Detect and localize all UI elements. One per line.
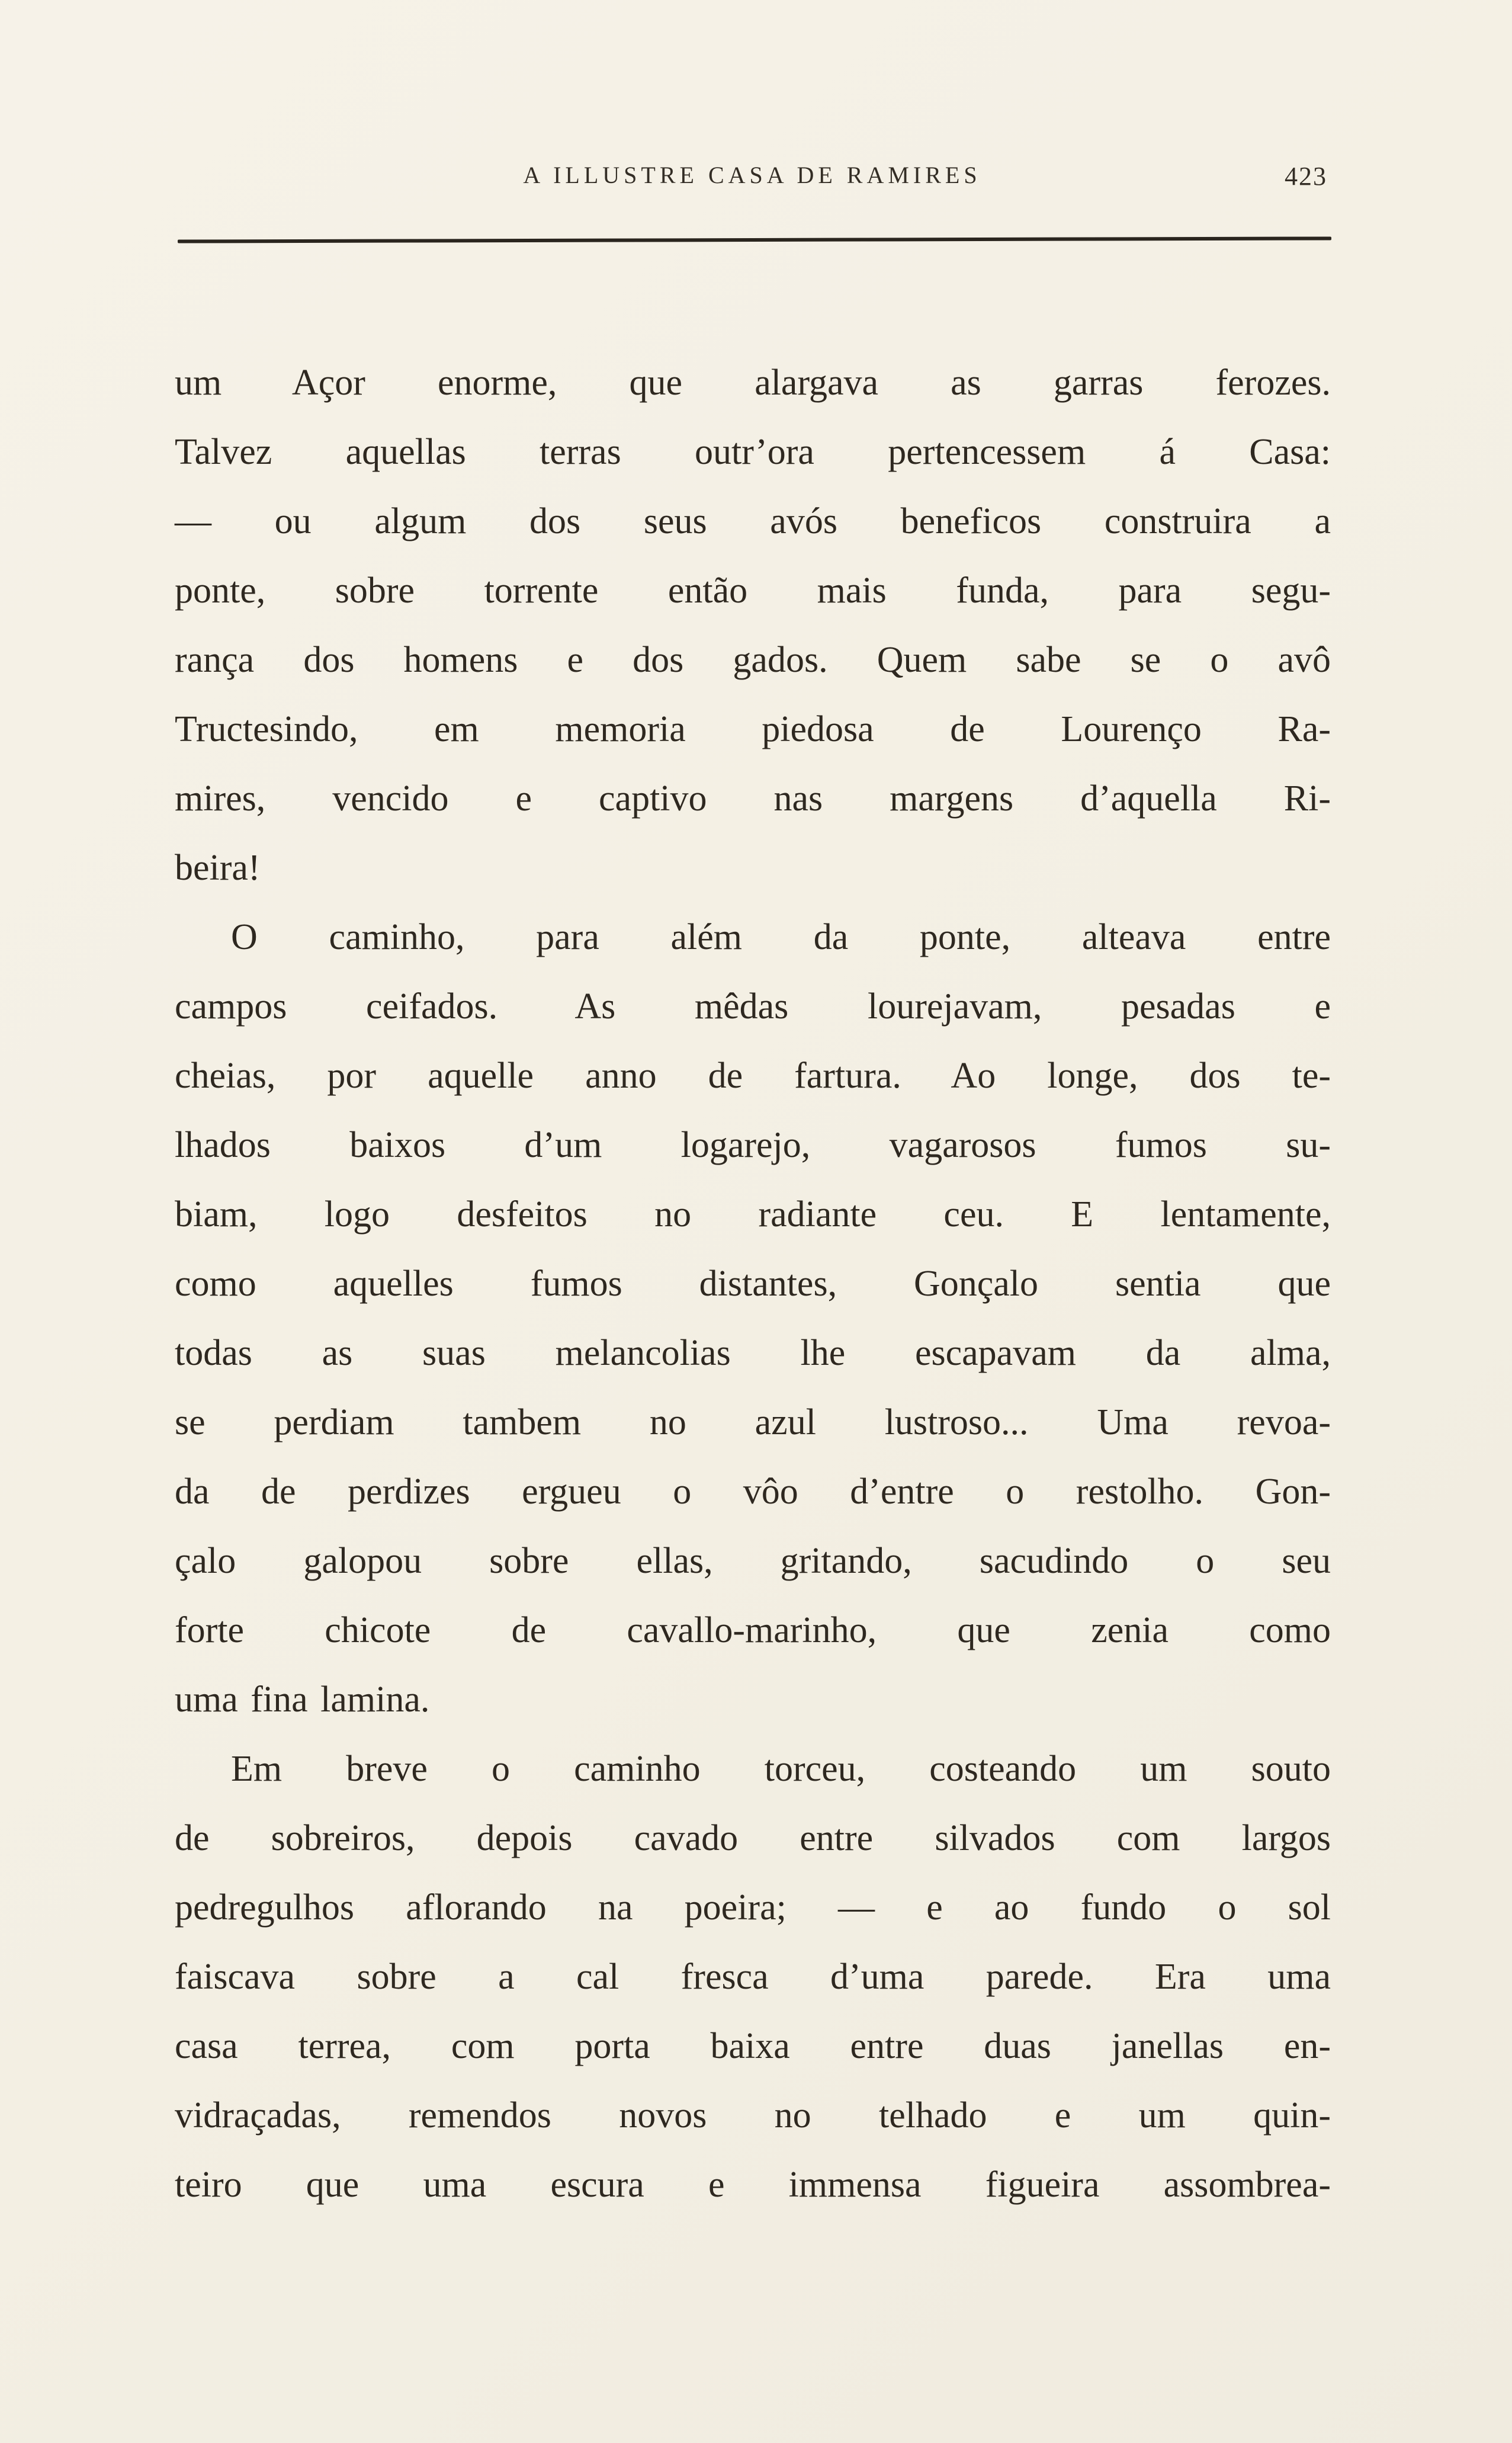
text-line: Talvez aquellas terras outr’ora pertencessem á Casa: xyxy=(175,432,1331,472)
text-line: um Açor enorme, que alargava as garras ferozes. xyxy=(175,363,1331,403)
paragraph xyxy=(175,348,1331,903)
text-line: faiscava sobre a cal fresca d’uma parede. Era uma xyxy=(175,1957,1331,1997)
text-line: mires, vencido e captivo nas margens d’aquella Ri- xyxy=(175,778,1331,819)
text-line: — ou algum dos seus avós beneficos construira a xyxy=(175,501,1331,541)
text-line: da de perdizes ergueu o vôo d’entre o restolho. Gon- xyxy=(175,1471,1331,1512)
text-line: de sobreiros, depois cavado entre silvados com largos xyxy=(175,1818,1331,1858)
text-line: campos ceifados. As mêdas lourejavam, pesadas e xyxy=(175,986,1331,1027)
running-header xyxy=(175,161,1330,203)
text-line: ponte, sobre torrente então mais funda, para segu- xyxy=(175,570,1331,611)
text-block xyxy=(175,348,1331,2220)
text-line: como aquelles fumos distantes, Gonçalo sentia que xyxy=(175,1264,1331,1304)
text-line: lhados baixos d’um logarejo, vagarosos fumos su- xyxy=(175,1125,1331,1165)
text-line: beira! xyxy=(175,848,261,888)
text-line: çalo galopou sobre ellas, gritando, sacudindo o seu xyxy=(175,1541,1331,1581)
text-line: cheias, por aquelle anno de fartura. Ao longe, dos te- xyxy=(175,1056,1331,1096)
text-line: uma fina lamina. xyxy=(175,1679,430,1720)
paragraph xyxy=(175,1735,1331,2220)
text-line: se perdiam tambem no azul lustroso... Uma revoa- xyxy=(175,1402,1331,1442)
header-rule xyxy=(178,236,1331,243)
page-number: 423 xyxy=(1285,162,1327,191)
text-line: Tructesindo, em memoria piedosa de Lourenço Ra- xyxy=(175,709,1331,749)
text-line: rança dos homens e dos gados. Quem sabe se o avô xyxy=(175,640,1331,680)
text-line: biam, logo desfeitos no radiante ceu. E lentamente, xyxy=(175,1194,1331,1235)
text-line: todas as suas melancolias lhe escapavam da alma, xyxy=(175,1333,1331,1373)
text-line: vidraçadas, remendos novos no telhado e um quin- xyxy=(175,2095,1331,2136)
text-line: casa terrea, com porta baixa entre duas janellas en- xyxy=(175,2026,1331,2066)
text-line: forte chicote de cavallo-marinho, que zenia como xyxy=(175,1610,1331,1650)
text-line: pedregulhos aflorando na poeira; — e ao fundo o sol xyxy=(175,1887,1331,1928)
running-header-title: A ILLUSTRE CASA DE RAMIRES xyxy=(523,162,981,188)
text-line: Em breve o caminho torceu, costeando um souto xyxy=(231,1749,1331,1789)
text-line: teiro que uma escura e immensa figueira assombrea- xyxy=(175,2165,1331,2205)
paragraph xyxy=(175,903,1331,1735)
text-line: O caminho, para além da ponte, alteava entre xyxy=(231,917,1331,957)
